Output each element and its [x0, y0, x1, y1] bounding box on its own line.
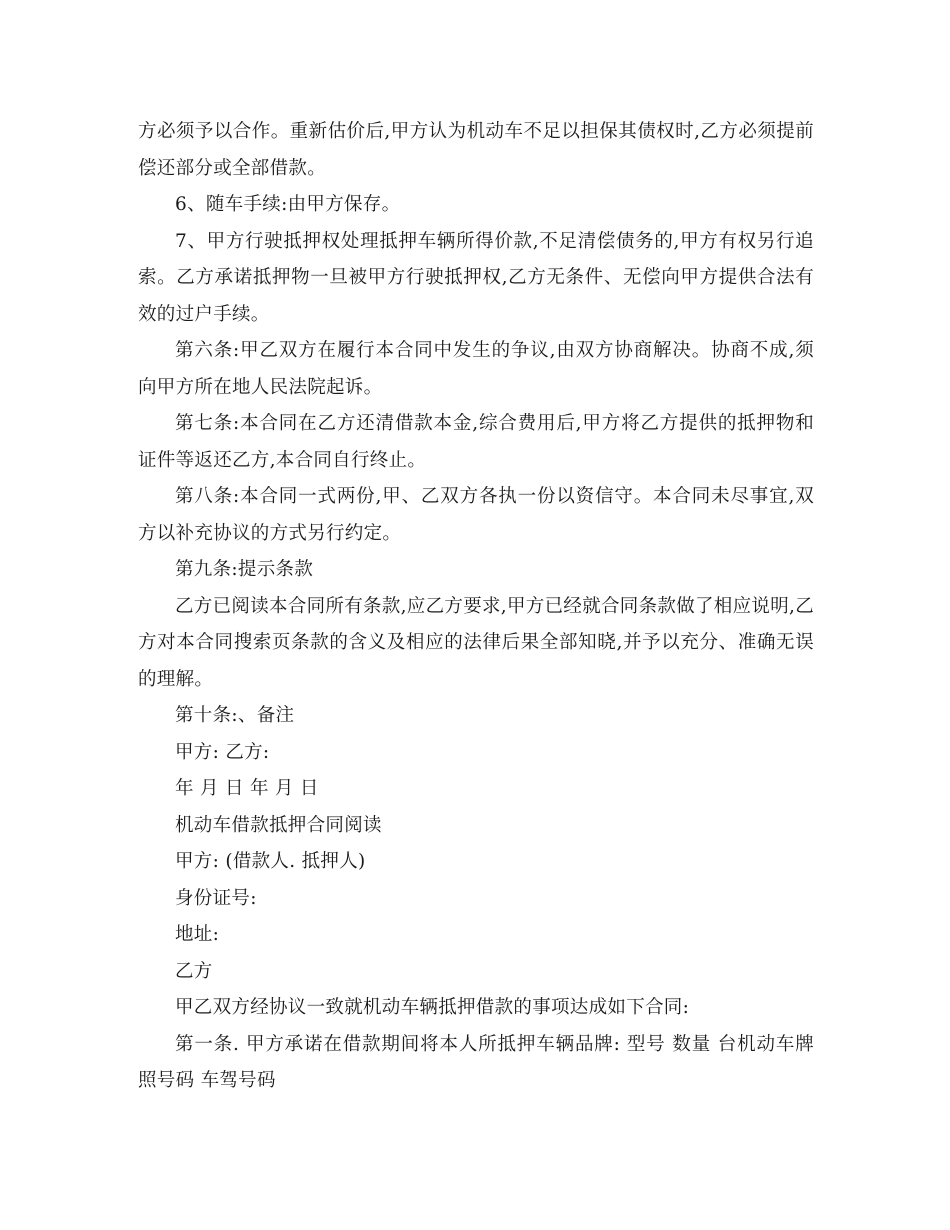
- address-line: 地址:: [175, 924, 220, 945]
- paragraph: 乙方已阅读本合同所有条款,应乙方要求,甲方已经就合同条款做了相应说明,乙方对本合同搜索页条款的含义及相应的法律后果全部知晓,并予以充分、准确无误的理解。: [138, 595, 814, 690]
- paragraph: 第一条. 甲方承诺在借款期间将本人所抵押车辆品牌: 型号 数量 台机动车牌照号码 车驾号码: [138, 1033, 814, 1091]
- paragraph: 甲乙双方经协议一致就机动车辆抵押借款的事项达成如下合同:: [175, 997, 690, 1018]
- paragraph: 7、甲方行驶抵押权处理抵押车辆所得价款,不足清偿债务的,甲方有权另行追索。乙方承诺抵押物一旦被甲方行驶抵押权,乙方无条件、无偿向甲方提供合法有效的过户手续。: [138, 230, 814, 325]
- paragraph: 方必须予以合作。重新估价后,甲方认为机动车不足以担保其债权时,乙方必须提前偿还部分或全部借款。: [138, 121, 814, 179]
- paragraph: 6、随车手续:由甲方保存。: [175, 194, 401, 215]
- signature-dates: 年 月 日 年 月 日: [175, 778, 319, 799]
- party-a-line: 甲方: (借款人. 抵押人): [175, 851, 366, 872]
- document-title: 机动车借款抵押合同阅读: [175, 814, 382, 836]
- id-number-line: 身份证号:: [175, 887, 257, 909]
- paragraph: 第六条:甲乙双方在履行本合同中发生的争议,由双方协商解决。协商不成,须向甲方所在地人民法院起诉。: [138, 340, 814, 398]
- paragraph: 第八条:本合同一式两份,甲、乙双方各执一份以资信守。本合同未尽事宜,双方以补充协议的方式另行约定。: [138, 486, 814, 544]
- section-heading: 第九条:提示条款: [175, 559, 314, 580]
- section-heading: 第十条:、备注: [175, 705, 295, 726]
- document-page: [138, 114, 814, 1100]
- paragraph: 第七条:本合同在乙方还清借款本金,综合费用后,甲方将乙方提供的抵押物和证件等返还乙方,本合同自行终止。: [138, 413, 814, 471]
- signature-parties: 甲方: 乙方:: [175, 741, 270, 763]
- party-b-line: 乙方: [175, 960, 213, 982]
